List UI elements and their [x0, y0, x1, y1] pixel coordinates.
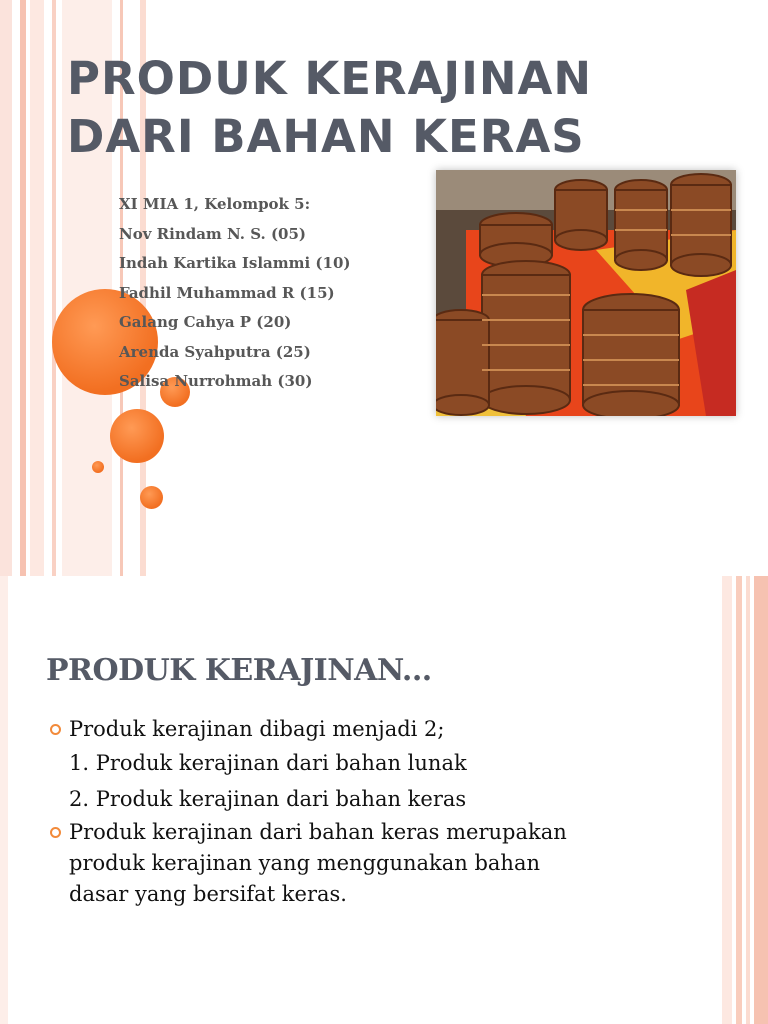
member-name: Nov Rindam N. S. (05)	[119, 224, 307, 243]
bullet-text: dasar yang bersifat keras.	[69, 882, 347, 906]
member-name: Salisa Nurrohmah (30)	[119, 372, 313, 390]
decor-stripe	[20, 0, 26, 576]
decor-stripe	[30, 0, 44, 576]
decor-stripe	[754, 576, 768, 1024]
member-list	[119, 190, 351, 397]
decor-circle-medium	[110, 409, 164, 463]
decor-stripe	[0, 0, 12, 576]
bullet-item	[48, 714, 688, 745]
numbered-list	[48, 745, 688, 817]
content-slide	[0, 576, 768, 1024]
decor-stripe	[746, 576, 750, 1024]
decor-circle-tiny	[92, 461, 104, 473]
slide-body	[48, 714, 688, 910]
slide-heading: PRODUK KERAJINAN...	[46, 653, 432, 688]
member-name: Arenda Syahputra (25)	[119, 342, 311, 361]
decor-stripe	[736, 576, 742, 1024]
bullet-text: Produk kerajinan dibagi menjadi 2;	[69, 717, 445, 741]
slide-title	[67, 50, 592, 166]
title-line: DARI BAHAN KERAS	[67, 110, 585, 163]
bullet-item	[48, 817, 688, 910]
member-name: Fadhil Muhammad R (15)	[119, 283, 335, 302]
decor-circle-small	[140, 486, 163, 509]
bullet-text: produk kerajinan yang menggunakan bahan	[69, 851, 541, 875]
craft-bowls-photo	[436, 170, 736, 416]
list-item: 1. Produk kerajinan dari bahan lunak	[69, 751, 467, 775]
group-label: XI MIA 1, Kelompok 5:	[119, 195, 311, 213]
bullet-text: Produk kerajinan dari bahan keras merupakan	[69, 820, 567, 844]
bullet-icon	[50, 724, 61, 735]
decor-stripe	[0, 576, 8, 1024]
decor-stripe	[722, 576, 732, 1024]
decor-stripe	[52, 0, 56, 576]
member-name: Galang Cahya P (20)	[119, 313, 292, 331]
list-item: 2. Produk kerajinan dari bahan keras	[69, 787, 467, 811]
title-line: PRODUK KERAJINAN	[67, 52, 593, 105]
member-name: Indah Kartika Islammi (10)	[119, 254, 351, 272]
bullet-icon	[50, 827, 61, 838]
wooden-bowls-illustration	[436, 170, 736, 416]
